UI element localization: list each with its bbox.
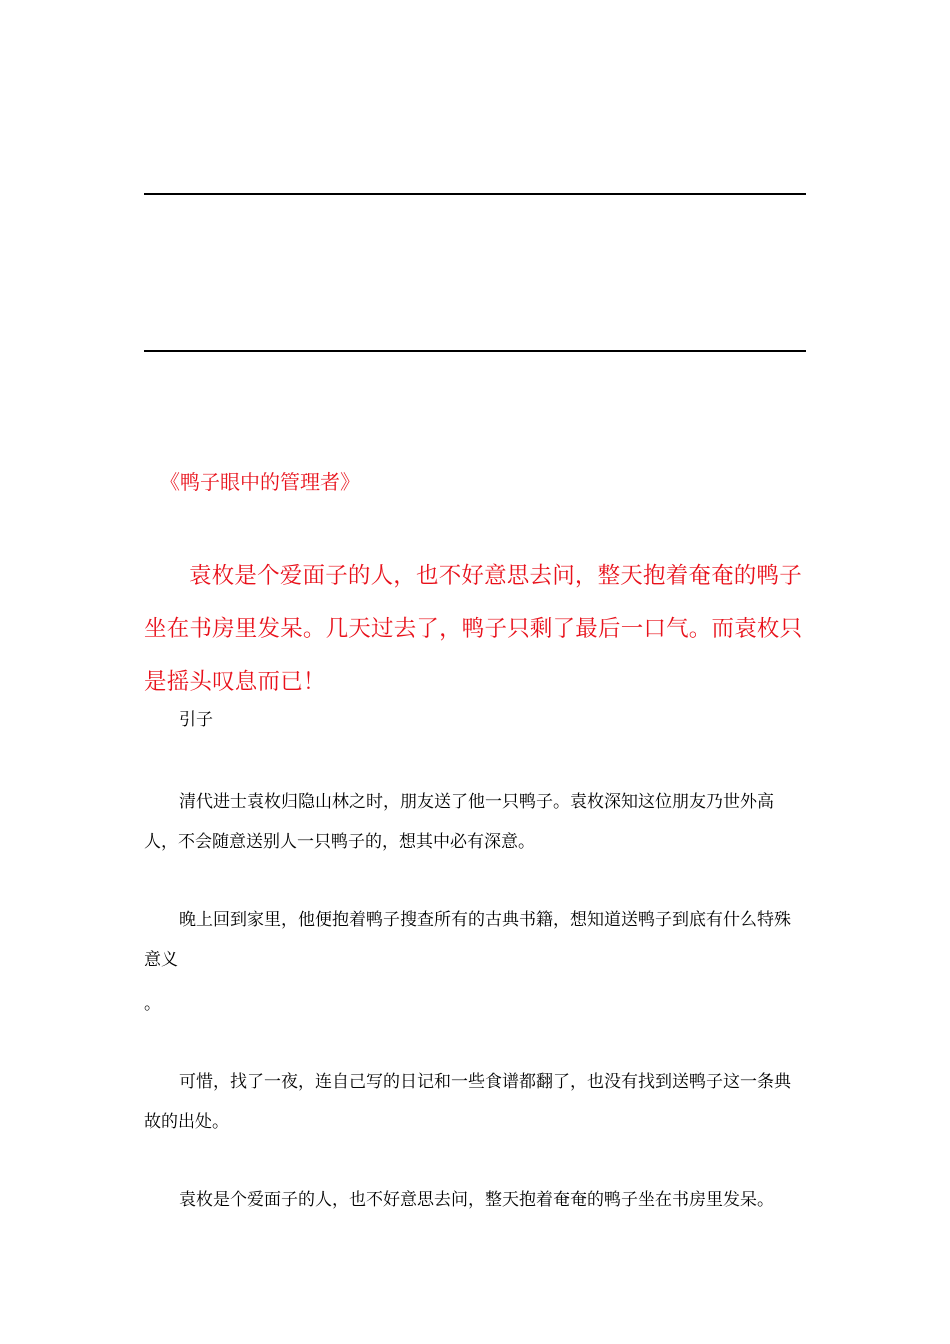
- paragraph-4: 袁枚是个爱面子的人，也不好意思去问，整天抱着奄奄的鸭子坐在书房里发呆。: [179, 1190, 774, 1210]
- section-heading: 引子: [179, 710, 213, 730]
- header-rule-bottom: [144, 350, 806, 352]
- highlighted-excerpt: 袁枚是个爱面子的人，也不好意思去问，整天抱着奄奄的鸭子坐在书房里发呆。几天过去了，鸭子只剩了最后一口气。而袁枚只是摇头叹息而已！: [144, 563, 803, 695]
- document-title: 《鸭子眼中的管理者》: [160, 470, 360, 494]
- paragraph-1: 清代进士袁枚归隐山林之时，朋友送了他一只鸭子。袁枚深知这位朋友乃世外高人，不会随意送别人一只鸭子的，想其中必有深意。: [144, 792, 774, 852]
- paragraph-2: 晚上回到家里，他便抱着鸭子搜查所有的古典书籍，想知道送鸭子到底有什么特殊意义: [144, 910, 791, 970]
- paragraph-3: 可惜，找了一夜，连自己写的日记和一些食谱都翻了，也没有找到送鸭子这一条典故的出处。: [144, 1072, 791, 1132]
- paragraph-2-tail: 。: [144, 994, 161, 1014]
- header-rule-top: [144, 193, 806, 195]
